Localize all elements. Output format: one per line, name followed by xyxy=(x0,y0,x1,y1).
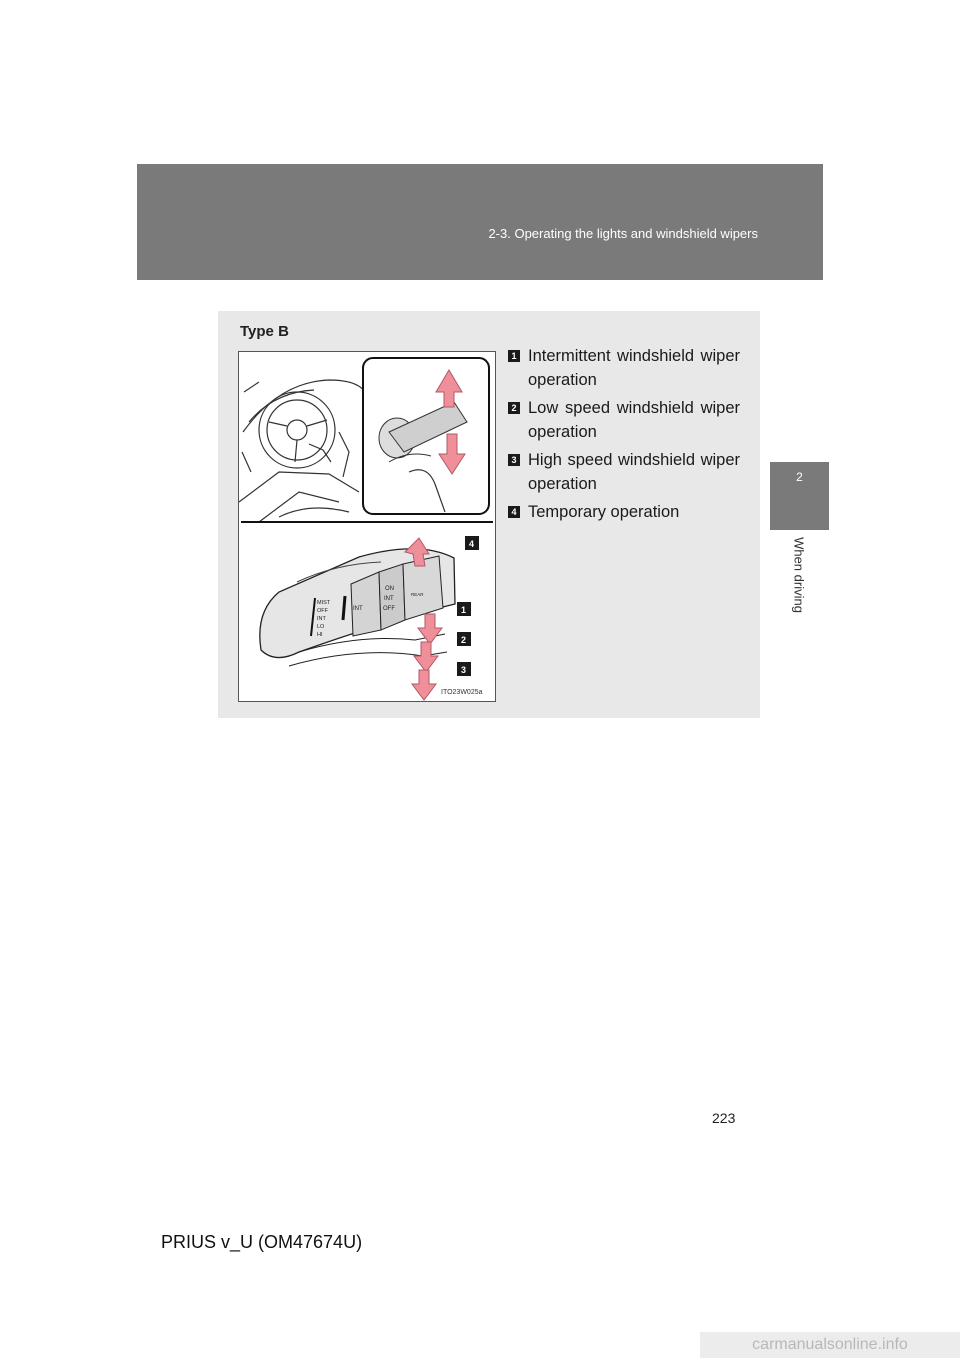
legend-item xyxy=(508,501,740,525)
legend-badge-4: 4 xyxy=(508,506,520,518)
legend-item xyxy=(508,397,740,444)
inset-view xyxy=(363,358,489,514)
legend-badge-3: 3 xyxy=(508,454,520,466)
legend-text: Intermittent windshield wiper operation xyxy=(528,347,740,389)
callout-1: 1 xyxy=(461,605,467,615)
ring-label-hi: HI xyxy=(317,632,323,638)
ring-label-off: OFF xyxy=(317,608,328,614)
header-band xyxy=(137,164,823,280)
ring-label-mist: MIST xyxy=(317,600,331,606)
ring-label-int: INT xyxy=(317,616,326,622)
arrow-low xyxy=(414,642,438,672)
wiper-illustration-svg xyxy=(239,352,495,701)
section-title: 2-3. Operating the lights and windshield wipers xyxy=(488,226,758,241)
type-heading: Type B xyxy=(240,323,289,340)
rear-label-int: INT xyxy=(384,596,394,602)
ring-label-lo: LO xyxy=(317,624,325,630)
dashboard-scene xyxy=(239,380,365,522)
rear-label-on: ON xyxy=(385,586,394,592)
legend-list xyxy=(508,345,740,530)
watermark[interactable]: carmanualsonline.info xyxy=(700,1332,960,1358)
legend-text: High speed windshield wiper operation xyxy=(528,451,740,493)
arrow-high xyxy=(412,670,436,700)
page-number: 223 xyxy=(712,1110,736,1126)
legend-item xyxy=(508,449,740,496)
legend-text: Temporary operation xyxy=(528,503,680,521)
legend-badge-2: 2 xyxy=(508,402,520,414)
knob-label-int: INT xyxy=(353,606,363,612)
legend-text: Low speed windshield wiper operation xyxy=(528,399,740,441)
rear-label-off: OFF xyxy=(383,606,395,612)
legend-badge-1: 1 xyxy=(508,350,520,362)
figure-code: ITO23W025a xyxy=(441,689,483,696)
callout-badges xyxy=(457,536,479,676)
chapter-number: 2 xyxy=(796,470,803,484)
callout-2: 2 xyxy=(461,635,467,645)
rear-tag: REAR xyxy=(411,592,424,597)
arrow-intermittent xyxy=(418,614,442,644)
content-panel xyxy=(218,311,760,718)
callout-4: 4 xyxy=(469,539,475,549)
wiper-switch-figure xyxy=(238,351,496,702)
model-footer: PRIUS v_U (OM47674U) xyxy=(161,1232,363,1252)
legend-item xyxy=(508,345,740,392)
callout-3: 3 xyxy=(461,665,467,675)
chapter-tab[interactable] xyxy=(770,462,829,530)
chapter-label: When driving xyxy=(791,537,807,613)
